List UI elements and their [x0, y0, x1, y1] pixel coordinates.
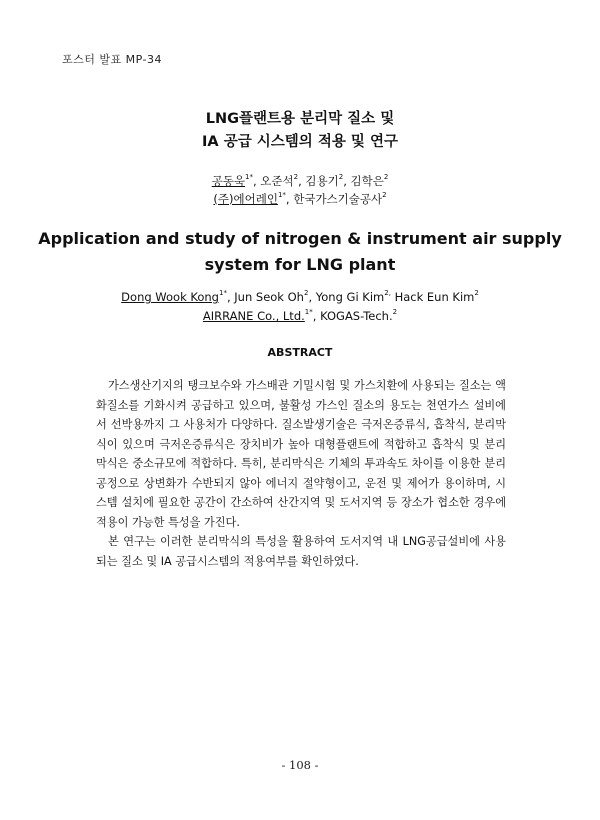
author-superscript: 1*	[245, 173, 253, 182]
author-name: 김용기	[305, 174, 339, 188]
korean-author-block	[0, 172, 600, 208]
affiliation-superscript: 2	[392, 308, 398, 317]
author-superscript: 1*	[218, 289, 227, 298]
affiliation-superscript: 2	[382, 191, 387, 200]
affiliation-superscript: 1*	[277, 191, 286, 200]
english-title-line-1: Application and study of nitrogen & instrument air supply	[38, 229, 562, 248]
korean-title-line-1: LNG플랜트용 분리막 질소 및	[205, 111, 395, 127]
abstract-paragraph: 본 연구는 이러한 분리막식의 특성을 활용하여 도서지역 내 LNG공급설비에 사용되는 질소 및 IA 공급시스템의 적용여부를 확인하였다.	[96, 535, 506, 568]
author-separator: ,	[226, 290, 235, 304]
english-author-block	[0, 288, 600, 326]
author-superscript: 2	[338, 173, 344, 182]
author-name: Yong Gi Kim	[315, 290, 385, 304]
english-authors	[0, 288, 600, 307]
author-name: Dong Wook Kong	[121, 290, 219, 304]
english-title-line-2: system for LNG plant	[204, 255, 396, 274]
author-name: 오준석	[260, 174, 294, 188]
english-affiliations	[0, 307, 600, 326]
affiliation-name: (주)에어레인	[213, 192, 278, 206]
affiliation-superscript: 1*	[304, 308, 313, 317]
author-separator: ,	[298, 174, 306, 188]
abstract-paragraph: 가스생산기지의 탱크보수와 가스배관 기밀시험 및 가스치환에 사용되는 질소는 액화질소를 기화시켜 공급하고 있으며, 불활성 가스인 질소의 용도는 천연가스 설비에서 선박용까지 그 사용처가 다양하다. 질소발생기술은 극저온증류식, 흡착식, 분리막식이 있으며 극저온증류식은 장치비가 높아 대형플랜트에 적합하고 흡착식 및 분리막식은 중소규모에 적합하다. 특히, 분리막식은 기체의 투과속도 차이를 이용한 분리공정으로 상변화가 수반되지 않아 에너지 절약형이고, 운전 및 제어가 용이하며, 시스템 설치에 필요한 공간이 간소하여 산간지역 및 도서지역 등 장소가 협소한 경우에 적용이 가능한 특성을 가진다.	[96, 379, 506, 529]
affiliation-separator: ,	[312, 309, 321, 323]
korean-title-line-2: IA 공급 시스템의 적용 및 연구	[202, 134, 398, 150]
author-separator: ,	[343, 174, 351, 188]
affiliation-name: 한국가스기술공사	[293, 192, 383, 206]
author-superscript: 2	[293, 173, 299, 182]
author-separator: ,	[308, 290, 316, 304]
abstract-body	[96, 376, 506, 571]
session-label: 포스터 발표 MP-34	[62, 53, 162, 66]
author-name: Hack Eun Kim	[394, 290, 475, 304]
affiliation-name: AIRRANE Co., Ltd.	[202, 309, 305, 323]
author-name: 김학은	[350, 174, 384, 188]
affiliation-name: KOGAS-Tech.	[320, 309, 393, 323]
english-title	[0, 226, 600, 278]
abstract-heading: ABSTRACT	[267, 346, 333, 359]
author-superscript: 2	[383, 173, 389, 182]
korean-affiliations	[0, 190, 600, 208]
author-name: 공동욱	[211, 174, 246, 188]
korean-title	[0, 108, 600, 154]
affiliation-separator: ,	[285, 192, 294, 206]
author-superscript: 2,	[384, 289, 391, 298]
korean-authors	[0, 172, 600, 190]
author-superscript: 2	[474, 289, 479, 298]
author-name: Jun Seok Oh	[234, 290, 304, 304]
page-number: - 108 -	[281, 758, 319, 772]
author-superscript: 2	[303, 289, 309, 298]
author-separator: ,	[252, 174, 261, 188]
